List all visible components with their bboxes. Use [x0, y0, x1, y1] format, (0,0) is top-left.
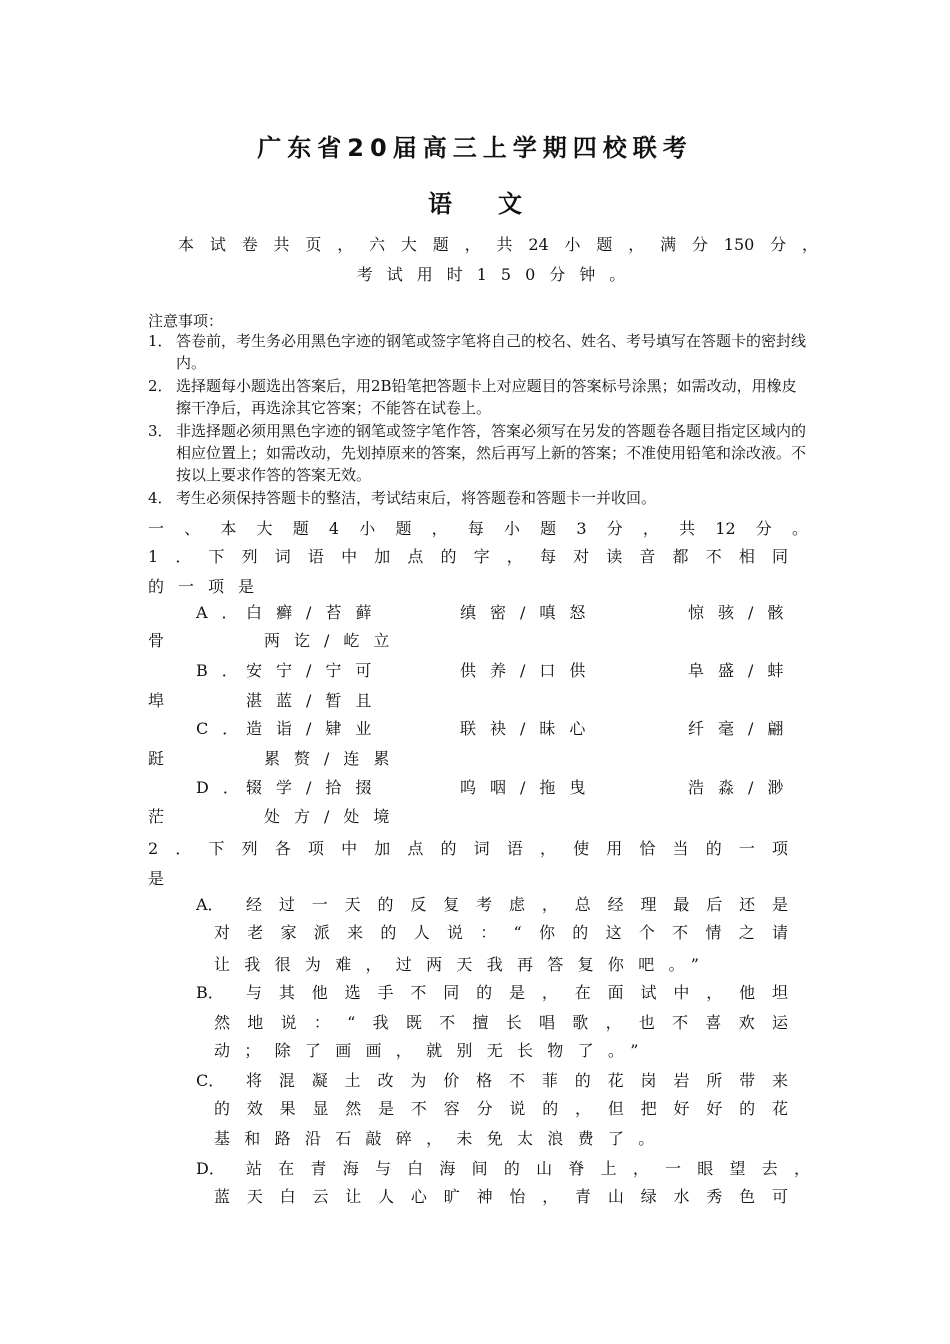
- option-label: A．: [196, 895, 224, 914]
- option-text-line: 基和路沿石敲碎，未免太浪费了。: [214, 1129, 669, 1148]
- option-text-line: 站在青海与白海间的山脊上，一眼望去，: [246, 1159, 810, 1178]
- notice-number: 2．: [148, 377, 173, 395]
- notice-text: 考生必须保持答题卡的整洁，考试结束后，将答题卷和答题卡一并收回。: [176, 489, 657, 507]
- option-label: C．: [196, 1071, 225, 1090]
- option-text-line: 蓝天白云让人心旷神怡，青山绿水秀色可: [214, 1187, 788, 1206]
- option-label: B．: [196, 661, 252, 680]
- option-text-line: 的效果显然是不容分说的，但把好好的花: [214, 1099, 788, 1118]
- option-word-pair: 阜盛/蚌: [688, 661, 798, 680]
- notice-number: 3．: [148, 422, 173, 440]
- option-word-pair: 纤毫/翩: [688, 719, 798, 738]
- notice-text: 非选择题必须用黑色字迹的钢笔或签字笔作答，答案必须写在另发的答题卷各题目指定区域内的相应位置上；如需改动，先划掉原来的答案，然后再写上新的答案；不准使用铅笔和涂改液。不按以上要求作答的答案无效。: [176, 422, 807, 484]
- notice-number: 1．: [148, 332, 173, 350]
- option-word-pair: 辍学/拾掇: [246, 778, 386, 797]
- option-word-pair: 浩淼/渺: [688, 778, 798, 797]
- option-word-continued: 埠: [148, 691, 179, 710]
- option-word-pair: 累赘/连累: [264, 749, 404, 768]
- option-word-continued: 跹: [148, 749, 179, 768]
- option-text-line: 与其他选手不同的是，在面试中，他坦: [246, 983, 788, 1002]
- option-text-line: 让我很为难，过两天我再答复你吧。”: [214, 955, 714, 974]
- option-word-pair: 白癣/苔藓: [246, 603, 386, 622]
- option-word-continued: 茫: [148, 807, 179, 826]
- notice-list: [148, 330, 808, 510]
- notice-number: 4．: [148, 489, 173, 507]
- notice-item: [148, 487, 808, 509]
- option-label: C．: [196, 719, 253, 738]
- option-text-line: 经过一天的反复考虑，总经理最后还是: [246, 895, 788, 914]
- page-title: 广东省20届高三上学期四校联考: [257, 134, 693, 162]
- section-heading: 一、本大题4小题，每小题3分，共12分。: [148, 519, 808, 538]
- option-label: A．: [196, 603, 252, 622]
- option-text-line: 将混凝土改为价格不菲的花岗岩所带来: [246, 1071, 788, 1090]
- exam-info-line-1: 本试卷共页，六大题，共24小题，满分150分，: [178, 235, 818, 254]
- notice-item: [148, 330, 808, 374]
- option-word-pair: 安宁/宁可: [246, 661, 386, 680]
- notice-item: [148, 375, 808, 419]
- option-label: D．: [196, 778, 253, 797]
- q1-stem-line-2: 的一项是: [148, 577, 269, 596]
- notice-item: [148, 420, 808, 486]
- notice-title: 注意事项：: [148, 312, 224, 330]
- option-word-continued: 骨: [148, 631, 179, 650]
- option-word-pair: 缜密/嗔怒: [460, 603, 600, 622]
- option-word-pair: 呜咽/拖曳: [460, 778, 600, 797]
- exam-info-line-2: 考试用时150分钟。: [356, 265, 640, 284]
- option-word-pair: 造诣/肄业: [246, 719, 386, 738]
- q2-stem-line-1: 2．下列各项中加点的词语，使用恰当的一项: [148, 839, 788, 858]
- option-label: B．: [196, 983, 224, 1002]
- option-text-line: 动；除了画画，就别无长物了。”: [214, 1041, 653, 1060]
- option-word-pair: 联袂/昧心: [460, 719, 600, 738]
- q1-stem-line-1: 1．下列词语中加点的字，每对读音都不相同: [148, 547, 788, 566]
- option-word-pair: 惊骇/骸: [688, 603, 798, 622]
- option-word-pair: 两讫/屹立: [264, 631, 404, 650]
- option-text-line: 然地说：“我既不擅长唱歌，也不喜欢运: [214, 1013, 788, 1032]
- notice-text: 选择题每小题选出答案后，用2B铅笔把答题卡上对应题目的答案标号涂黑；如需改动，用橡皮擦干净后，再选涂其它答案；不能答在试卷上。: [176, 377, 797, 417]
- option-word-pair: 处方/处境: [264, 807, 404, 826]
- q2-stem-line-2: 是: [148, 869, 165, 888]
- subject-title: 语文: [428, 189, 568, 218]
- option-word-pair: 供养/口供: [460, 661, 600, 680]
- option-text-line: 对老家派来的人说：“你的这个不情之请: [214, 923, 788, 942]
- option-label: D．: [196, 1159, 225, 1178]
- option-word-pair: 湛蓝/暂且: [246, 691, 386, 710]
- notice-text: 答卷前，考生务必用黑色字迹的钢笔或签字笔将自己的校名、姓名、考号填写在答题卡的密封线内。: [176, 332, 807, 372]
